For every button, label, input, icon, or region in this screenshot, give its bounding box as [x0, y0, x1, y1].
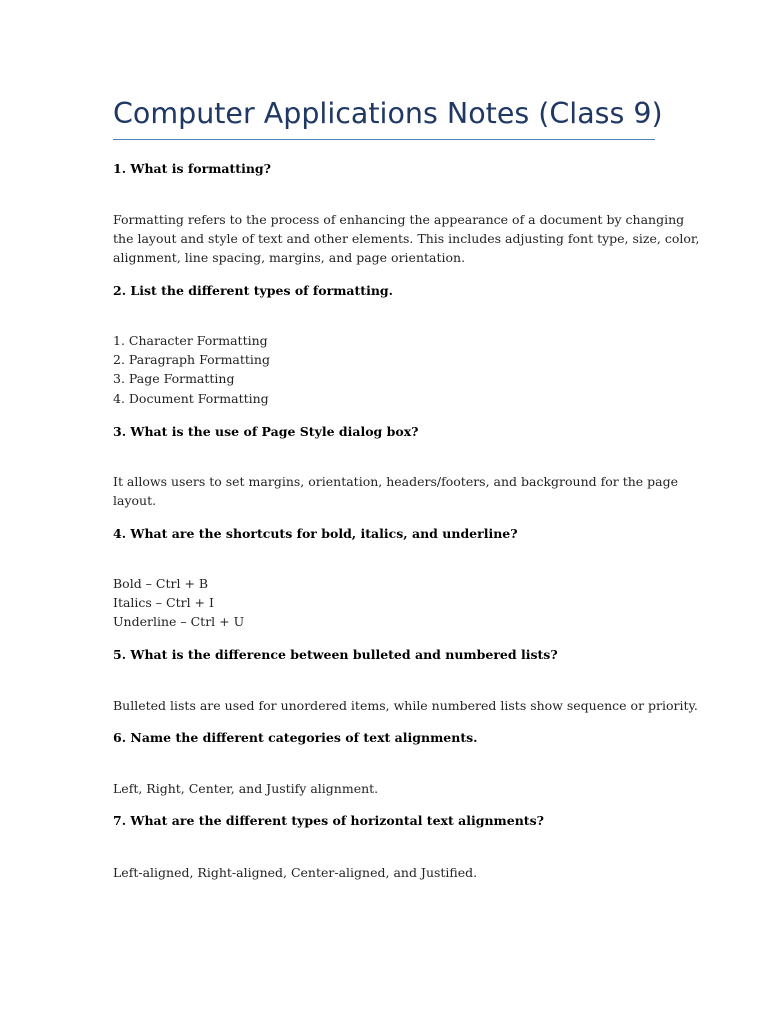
answer-5-line-1: Bulleted lists are used for unordered items, while numbered lists show sequence or priority. — [113, 698, 698, 713]
shortcut-italics: Italics – Ctrl + I — [113, 595, 214, 611]
question-6-heading: 6. Name the different categories of text alignments. — [113, 730, 478, 745]
answer-1-line-1: Formatting refers to the process of enhancing the appearance of a document by changing — [113, 212, 685, 227]
answer-3-line-2: layout. — [113, 493, 157, 509]
answer-3-paragraph — [113, 472, 679, 510]
answer-7-line-1: Left-aligned, Right-aligned, Center-aligned, and Justified. — [113, 865, 478, 880]
question-4-heading: 4. What are the shortcuts for bold, italics, and underline? — [113, 526, 518, 541]
question-1-heading: 1. What is formatting? — [113, 161, 271, 176]
list-item: 1. Character Formatting — [113, 333, 268, 348]
answer-3-line-1: It allows users to set margins, orientation, headers/footers, and background for the page — [113, 474, 679, 489]
answer-1-line-3: alignment, line spacing, margins, and page orientation. — [113, 250, 466, 266]
answer-7-paragraph — [113, 863, 673, 882]
document-title: Computer Applications Notes (Class 9) — [113, 97, 663, 130]
shortcuts-list — [113, 574, 673, 632]
question-2-heading: 2. List the different types of formatting. — [113, 283, 394, 298]
list-item: 4. Document Formatting — [113, 390, 269, 406]
answer-5-paragraph — [113, 696, 698, 715]
question-5-heading: 5. What is the difference between bulleted and numbered lists? — [113, 647, 558, 662]
list-item: 3. Page Formatting — [113, 371, 235, 387]
answer-1-line-2: the layout and style of text and other elements. This includes adjusting font type, size, color, — [113, 231, 700, 247]
shortcut-underline: Underline – Ctrl + U — [113, 614, 245, 630]
question-7-heading: 7. What are the different types of horizontal text alignments? — [113, 813, 544, 828]
list-item: 2. Paragraph Formatting — [113, 352, 270, 368]
shortcut-bold: Bold – Ctrl + B — [113, 576, 209, 591]
answer-1-paragraph — [113, 210, 700, 268]
title-underline-rule — [113, 139, 655, 140]
formatting-types-list — [113, 331, 673, 408]
answer-6-line-1: Left, Right, Center, and Justify alignment. — [113, 781, 379, 796]
question-3-heading: 3. What is the use of Page Style dialog box? — [113, 424, 419, 439]
answer-6-paragraph — [113, 779, 673, 798]
